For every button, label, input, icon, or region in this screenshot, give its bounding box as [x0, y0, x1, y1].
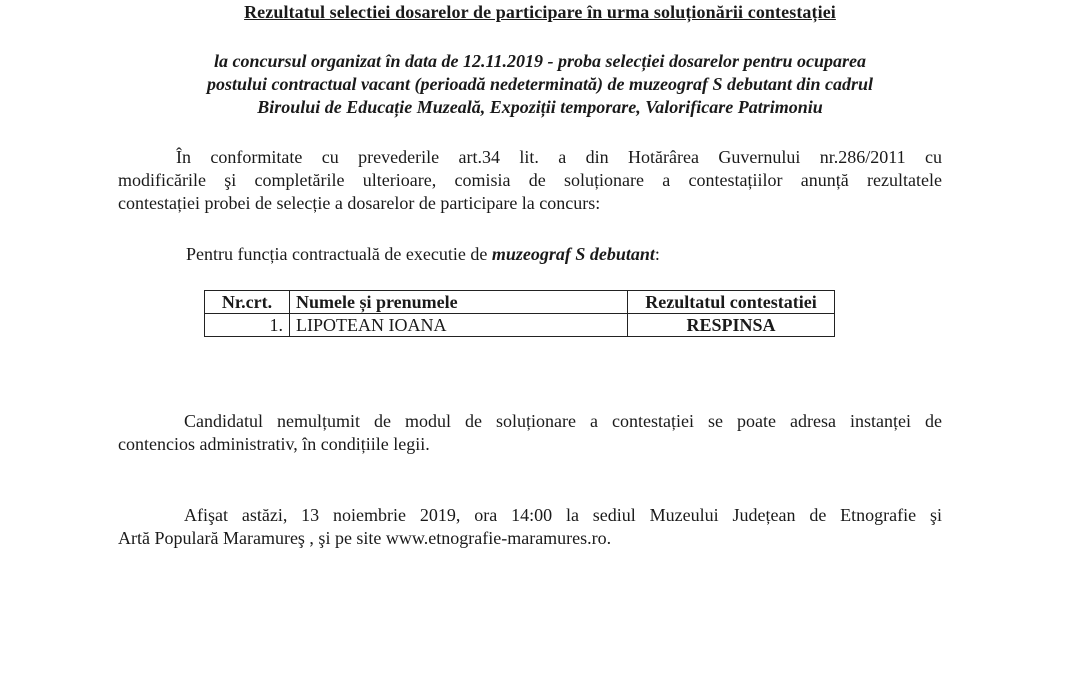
paragraph-appeal [118, 410, 942, 456]
function-suffix: : [654, 244, 660, 264]
row-name: LIPOTEAN IOANA [290, 314, 628, 337]
function-prefix: Pentru funcția contractuală de executie de [186, 244, 492, 264]
document-subtitle [100, 50, 980, 119]
paragraph-conformity [118, 146, 942, 215]
paragraph-appeal-line-2: contencios administrativ, în condițiile legii. [118, 434, 430, 454]
table-row [205, 314, 835, 337]
subtitle-line-2: postului contractual vacant (perioadă nedeterminată) de muzeograf S debutant din cadrul [206, 74, 874, 94]
paragraph-function [186, 243, 886, 266]
function-name: muzeograf S debutant [491, 244, 655, 264]
paragraph-appeal-line-1: Candidatul nemulțumit de modul de soluționare a contestației se poate adresa instanței de [184, 411, 942, 431]
paragraph-conformity-line-2: modificările şi completările ulterioare, comisia de soluționare a contestațiilor anunță rezultatele [118, 170, 942, 190]
paragraph-posted-line-1: Afişat astăzi, 13 noiembrie 2019, ora 14:00 la sediul Muzeului Județean de Etnografie şi [184, 505, 942, 525]
paragraph-posted-line-2: Artă Populară Maramureş , şi pe site www.etnografie-maramures.ro. [118, 528, 612, 548]
results-table [204, 290, 835, 337]
subtitle-line-3: Biroului de Educație Muzeală, Expoziții temporare, Valorificare Patrimoniu [257, 97, 823, 117]
header-nr: Nr.crt. [205, 291, 290, 314]
row-result: RESPINSA [628, 314, 835, 337]
document-title: Rezultatul selectiei dosarelor de participare în urma soluționării contestației [244, 2, 836, 22]
paragraph-conformity-line-1: În conformitate cu prevederile art.34 lit. a din Hotărârea Guvernului nr.286/2011 cu [176, 147, 942, 167]
header-result: Rezultatul contestatiei [628, 291, 835, 314]
header-name: Numele și prenumele [290, 291, 628, 314]
paragraph-posted [118, 504, 942, 550]
paragraph-conformity-line-3: contestației probei de selecție a dosarelor de participare la concurs: [118, 193, 601, 213]
table-header-row [205, 291, 835, 314]
subtitle-line-1: la concursul organizat în data de 12.11.2019 - proba selecției dosarelor pentru ocuparea [213, 51, 867, 71]
row-nr: 1. [205, 314, 290, 337]
